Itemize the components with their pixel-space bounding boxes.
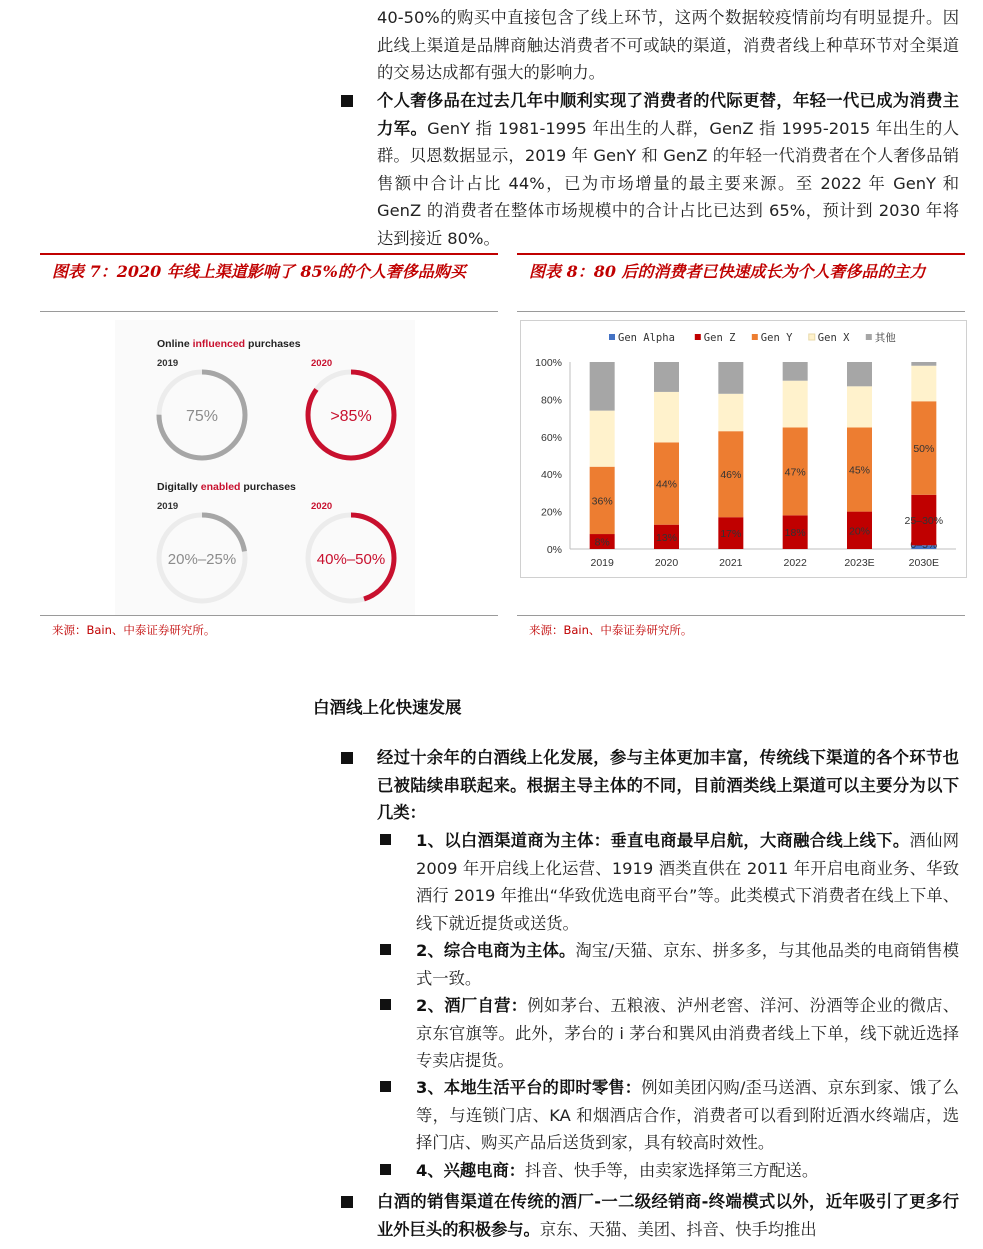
legend-swatch (695, 334, 701, 340)
digital-heading: Digitally enabled purchases (157, 481, 296, 493)
x-tick-label: 2022 (783, 557, 807, 569)
online-heading: Online influenced purchases (157, 338, 301, 350)
bar-data-label: 45% (848, 464, 871, 477)
sub-bullet-square-icon (380, 944, 391, 955)
legend-label: 其他 (874, 332, 896, 344)
figure7-bottom-rule (40, 615, 498, 616)
digital-year-2019: 2019 (157, 501, 179, 512)
legend-label: Gen Y (760, 332, 793, 344)
bullet-square-icon (341, 752, 353, 764)
bar-data-label: 50% (913, 443, 935, 456)
bar-segment (783, 362, 808, 381)
figure7-title: 图表 7：2020 年线上渠道影响了 85%的个人奢侈品购买 (52, 262, 466, 281)
bullet-square-icon (341, 95, 353, 107)
bar-segment (654, 392, 679, 442)
sub-item-5-bold: 4、兴趣电商： (416, 1161, 526, 1180)
bar-data-label: 18% (784, 527, 806, 540)
sub-bullet-square-icon (380, 999, 391, 1010)
donut-label-digital-2020: 40%–50% (316, 551, 386, 568)
figure8-chart-frame (520, 320, 967, 578)
donut-label-online-2019: 75% (185, 408, 219, 425)
figure7-source: 来源：Bain、中泰证券研究所。 (52, 623, 216, 637)
sub-item-1-bold: 1、以白酒渠道商为主体：垂直电商最早启航，大商融合线上线下。 (416, 831, 910, 850)
x-tick-label: 2030E (908, 557, 940, 569)
sub-bullet-square-icon (380, 1164, 391, 1175)
sub-item-3 (416, 992, 959, 1075)
sub-item-3-bold: 2、酒厂自营： (416, 996, 528, 1015)
legend-swatch (609, 334, 615, 340)
bar-data-label: 8% (594, 536, 610, 549)
bar-data-label: 44% (655, 478, 678, 491)
y-tick-label: 100% (535, 357, 562, 369)
section-bullet-1 (377, 744, 959, 827)
sub-bullet-square-icon (380, 834, 391, 845)
figure7-top-rule (40, 253, 498, 255)
figure8-top-rule (517, 253, 965, 255)
x-tick-label: 2023E (844, 557, 875, 569)
bar-data-label: 17% (720, 528, 742, 541)
bar-segment (847, 362, 872, 386)
legend-label: Gen Z (703, 332, 736, 344)
bar-segment (911, 366, 936, 402)
sub-item-1 (416, 827, 959, 937)
bar-data-label: 36% (591, 495, 613, 508)
figure8-source: 来源：Bain、中泰证券研究所。 (529, 623, 693, 637)
bar-segment (718, 394, 743, 431)
figure8-stacked-bar-chart (521, 321, 966, 577)
bullet-square-icon (341, 1196, 353, 1208)
sub-item-2-bold: 2、综合电商为主体。 (416, 941, 576, 960)
intro-text: 40-50%的购买中直接包含了线上环节，这两个数据较疫情前均有明显提升。因此线上渠道是品牌商触达消费者不可或缺的渠道，消费者线上种草环节对全渠道的交易达成都有强大的影响力。 (377, 8, 959, 82)
digital-year-2020: 2020 (311, 501, 333, 512)
legend-label: Gen X (817, 332, 850, 344)
sub-item-5 (416, 1157, 959, 1185)
figure7-donut-svg (115, 320, 415, 615)
online-year-2020: 2020 (311, 358, 333, 369)
bar-segment (590, 411, 615, 467)
bar-segment (718, 362, 743, 394)
sub-item-2-text: 淘宝/天猫、京东、拼多多，与其他品类的电商销售模式一致。 (416, 941, 959, 988)
sub-item-2 (416, 937, 959, 992)
section-heading: 白酒线上化快速发展 (313, 698, 462, 717)
figure8-bottom-rule (517, 615, 965, 616)
legend-swatch (809, 334, 815, 340)
bar-segment (783, 381, 808, 428)
luxury-generation-bold: 个人奢侈品在过去几年中顺利实现了消费者的代际更替，年轻一代已成为消费主力军。 (377, 91, 959, 138)
bar-data-label: 47% (784, 466, 806, 479)
bar-segment (911, 362, 936, 366)
sub-item-4 (416, 1074, 959, 1157)
intro-paragraph (377, 4, 959, 87)
figure8-title: 图表 8：80 后的消费者已快速成长为个人奢侈品的主力 (529, 262, 926, 281)
bar-data-label: 25–30% (904, 515, 944, 528)
legend-swatch (752, 334, 758, 340)
y-tick-label: 20% (540, 506, 562, 519)
legend-swatch (866, 334, 872, 340)
bar-segment (847, 386, 872, 427)
x-tick-label: 2019 (590, 557, 614, 569)
sub-item-3-text: 例如茅台、五粮液、泸州老窖、洋河、汾酒等企业的微店、京东官旗等。此外，茅台的 i 茅台和巽风由消费者线上下单，线下就近选择专卖店提货。 (416, 996, 959, 1070)
donut-label-digital-2019: 20%–25% (167, 551, 237, 568)
bar-data-label: 46% (720, 469, 742, 482)
sub-item-5-text: 抖音、快手等，由卖家选择第三方配送。 (525, 1161, 819, 1180)
bar-segment (654, 362, 679, 392)
y-tick-label: 60% (540, 431, 562, 444)
legend-label: Gen Alpha (618, 332, 675, 344)
figure7-title-rule (40, 311, 498, 312)
figure7-image (115, 320, 415, 615)
bar-data-label: 20% (848, 525, 871, 538)
section-bullet-1-text: 经过十余年的白酒线上化发展，参与主体更加丰富，传统线下渠道的各个环节也已被陆续串联起来。根据主导主体的不同，目前酒类线上渠道可以主要分为以下几类： (377, 748, 959, 822)
sub-item-4-text: 例如美团闪购/歪马送酒、京东到家、饿了么等，与连锁门店、KA 和烟酒店合作，消费者可以看到附近酒水终端店，选择门店、购买产品后送货到家，具有较高时效性。 (416, 1078, 959, 1152)
donut-label-online-2020: >85% (330, 408, 372, 425)
y-tick-label: 0% (546, 544, 562, 556)
online-year-2019: 2019 (157, 358, 179, 369)
x-tick-label: 2021 (719, 557, 743, 569)
y-tick-label: 80% (540, 394, 562, 407)
luxury-generation-text: GenY 指 1981-1995 年出生的人群，GenZ 指 1995-2015 年出生的人群。贝恩数据显示，2019 年 GenY 和 GenZ 的年轻一代消费者在个人奢侈品销售额中合计占比 44%，已为市场增量的最主要来源。至 2022 年 GenY 和 GenZ 的消费者在整体市场规模中的合计占比已达到 65%，预计到 2030 年将达到接近 80%。 (377, 118, 959, 248)
luxury-generation-paragraph (377, 87, 959, 252)
bar-data-label: 13% (655, 531, 678, 544)
section-bullet-2-bold: 白酒的销售渠道在传统的酒厂-一二级经销商-终端模式以外，近年吸引了更多行业外巨头的积极参与。 (377, 1192, 959, 1239)
bar-segment (590, 362, 615, 411)
x-tick-label: 2020 (654, 557, 679, 569)
sub-item-1-text: 酒仙网 2009 年开启线上化运营、1919 酒类直供在 2011 年开启电商业务、华致酒行 2019 年推出“华致优选电商平台”等。此类模式下消费者在线上下单、线下就近提货或送货。 (416, 831, 959, 933)
section-bullet-2-text: 京东、天猫、美团、抖音、快手均推出 (539, 1219, 817, 1239)
figure8-title-rule (517, 311, 965, 312)
sub-bullet-square-icon (380, 1081, 391, 1092)
y-tick-label: 40% (540, 469, 562, 482)
sub-item-4-bold: 3、本地生活平台的即时零售： (416, 1078, 642, 1097)
section-bullet-2 (377, 1188, 959, 1243)
